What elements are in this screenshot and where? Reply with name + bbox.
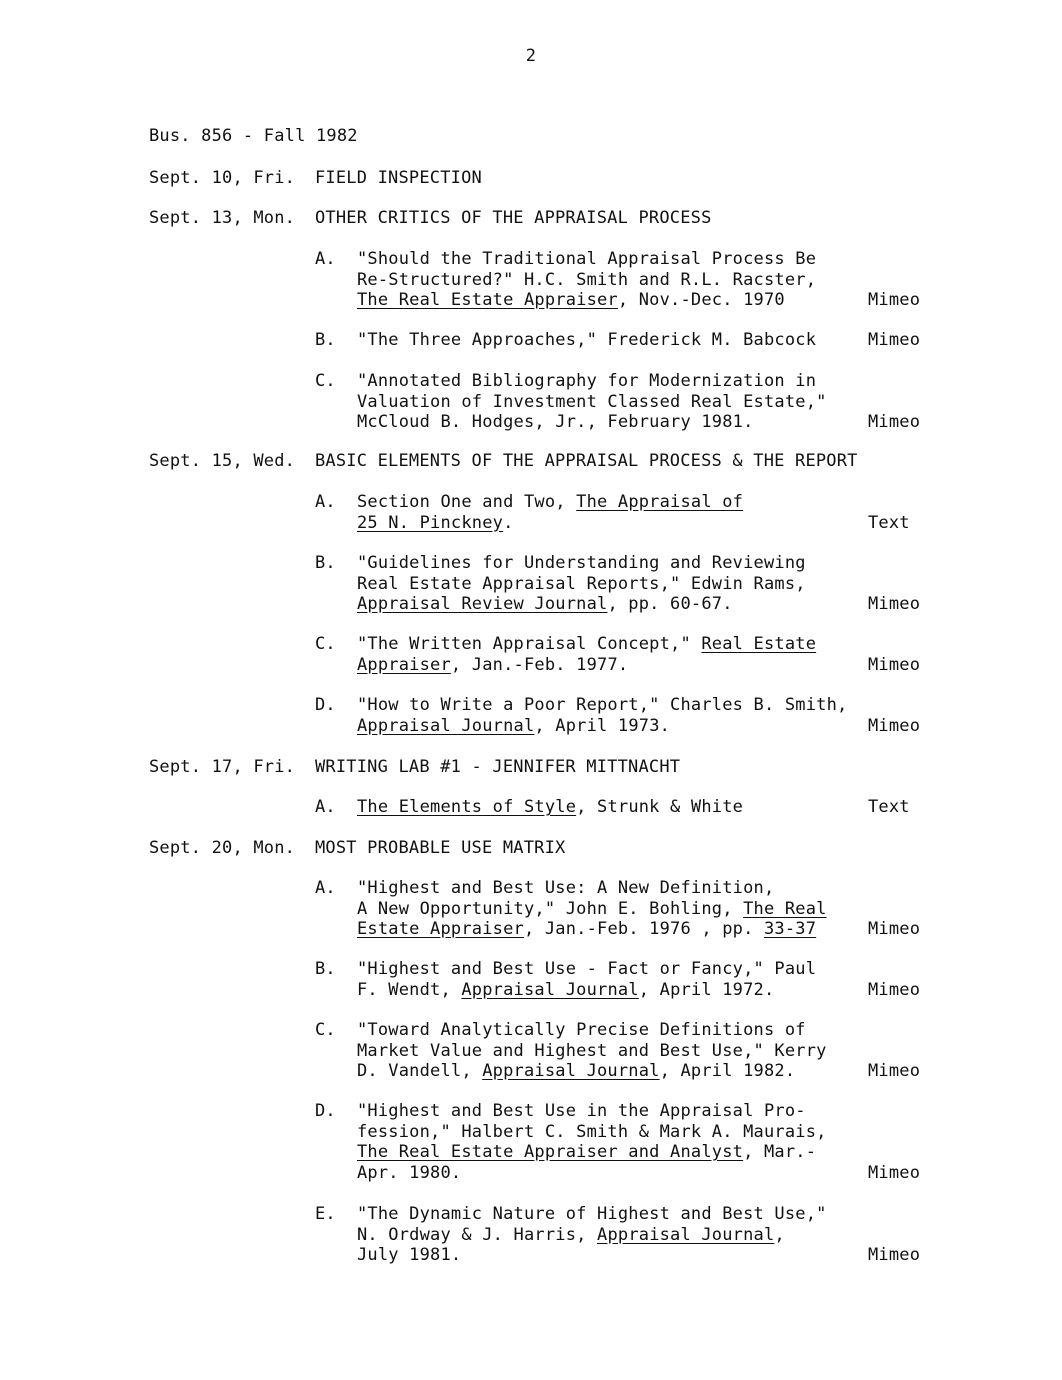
publication-title: Appraiser <box>357 654 451 675</box>
reading-citation <box>357 959 857 1000</box>
citation-text: , Nov.-Dec. 1970 <box>617 290 785 310</box>
citation-line <box>357 1020 857 1041</box>
citation-text: , pp. 60-67. <box>607 594 733 614</box>
reading-letter: D. <box>315 1101 336 1121</box>
citation-text: D. Vandell, <box>357 1061 483 1081</box>
citation-line <box>357 655 857 676</box>
citation-line <box>357 574 857 595</box>
citation-text: , Jan.-Feb. 1976 , pp. <box>523 919 764 939</box>
citation-text: , <box>774 1224 785 1245</box>
citation-line <box>357 249 857 270</box>
publication-title: Real Estate <box>701 634 817 654</box>
reading-format: Mimeo <box>868 654 921 675</box>
publication-title: Estate Appraiser <box>357 919 524 939</box>
reading-letter: B. <box>315 553 336 573</box>
citation-line <box>357 959 857 980</box>
publication-title: 33-37 <box>763 919 817 939</box>
course-title: Bus. 856 - Fall 1982 <box>149 126 358 146</box>
reading-letter: D. <box>315 695 336 715</box>
citation-line <box>357 1061 857 1082</box>
reading-format: Mimeo <box>868 1061 921 1081</box>
reading-format: Mimeo <box>868 290 921 310</box>
citation-line <box>357 270 857 291</box>
citation-line <box>357 330 857 351</box>
session-date: Sept. 10, Fri. <box>149 168 296 188</box>
citation-line <box>357 412 857 433</box>
citation-line <box>357 716 857 737</box>
reading-citation <box>357 492 857 533</box>
publication-title: The Appraisal of <box>576 492 744 512</box>
reading-letter: E. <box>315 1204 336 1224</box>
citation-line <box>357 594 857 615</box>
citation-text: "How to Write a Poor Report," Charles B. Smith, <box>357 695 848 715</box>
reading-letter: B. <box>315 330 336 350</box>
citation-line <box>357 1122 857 1143</box>
citation-line <box>357 634 857 655</box>
citation-line <box>357 878 857 899</box>
citation-text: Section One and Two, <box>357 492 577 512</box>
publication-title: The Elements of Style <box>357 797 577 817</box>
publication-title: Appraisal Journal <box>357 715 535 736</box>
session-topic: WRITING LAB #1 - JENNIFER MITTNACHT <box>315 757 681 777</box>
citation-line <box>357 1163 857 1184</box>
reading-letter: C. <box>315 371 336 391</box>
citation-line <box>357 919 857 940</box>
citation-text: N. Ordway & J. Harris, <box>357 1224 598 1245</box>
citation-text: "Highest and Best Use - Fact or Fancy," Paul <box>357 959 817 979</box>
reading-citation <box>357 1101 857 1183</box>
citation-line <box>357 695 857 716</box>
citation-line <box>357 1245 857 1266</box>
reading-citation <box>357 1020 857 1082</box>
reading-format: Mimeo <box>868 1162 921 1183</box>
citation-text: , April 1973. <box>534 715 671 736</box>
reading-citation <box>357 878 857 940</box>
session-date: Sept. 20, Mon. <box>149 838 296 858</box>
citation-line <box>357 492 857 513</box>
reading-citation <box>357 249 857 311</box>
publication-title: Appraisal Journal <box>597 1224 775 1245</box>
citation-text: fession," Halbert C. Smith & Mark A. Maurais, <box>357 1121 827 1142</box>
citation-text: F. Wendt, <box>357 979 462 1000</box>
citation-line <box>357 1204 857 1225</box>
citation-line <box>357 797 857 818</box>
citation-line <box>357 899 857 920</box>
reading-citation <box>357 695 857 736</box>
citation-text: Real Estate Appraisal Reports," Edwin Rams, <box>357 573 806 594</box>
citation-line <box>357 1101 857 1122</box>
citation-text: Market Value and Highest and Best Use," Kerry <box>357 1040 827 1061</box>
citation-text: "The Three Approaches," Frederick M. Babcock <box>357 330 817 350</box>
citation-text: McCloud B. Hodges, Jr., February 1981. <box>357 412 754 432</box>
citation-line <box>357 290 857 311</box>
reading-letter: B. <box>315 959 336 979</box>
citation-text: "Highest and Best Use in the Appraisal Pro- <box>357 1101 806 1121</box>
session-topic: BASIC ELEMENTS OF THE APPRAISAL PROCESS & THE REPORT <box>315 451 858 471</box>
publication-title: The Real Estate Appraiser <box>357 290 618 310</box>
reading-citation <box>357 553 857 615</box>
session-date: Sept. 15, Wed. <box>149 451 296 471</box>
citation-text: , Mar.- <box>743 1142 817 1162</box>
publication-title: The Real <box>743 898 827 919</box>
reading-format: Mimeo <box>868 1245 921 1265</box>
reading-letter: A. <box>315 797 336 817</box>
citation-line <box>357 513 857 534</box>
reading-citation <box>357 1204 857 1266</box>
reading-format: Mimeo <box>868 412 921 432</box>
citation-text: , Strunk & White <box>576 797 744 817</box>
reading-citation <box>357 330 857 351</box>
citation-line <box>357 1225 857 1246</box>
reading-citation <box>357 797 857 818</box>
citation-text: "Toward Analytically Precise Definitions of <box>357 1020 806 1040</box>
publication-title: Appraisal Journal <box>461 979 639 1000</box>
citation-text: "Should the Traditional Appraisal Process Be <box>357 249 817 269</box>
reading-format: Mimeo <box>868 715 921 736</box>
citation-text: "Guidelines for Understanding and Reviewing <box>357 553 806 573</box>
reading-format: Text <box>868 797 910 817</box>
reading-format: Mimeo <box>868 330 921 350</box>
session-date: Sept. 17, Fri. <box>149 757 296 777</box>
reading-letter: C. <box>315 1020 336 1040</box>
citation-text: A New Opportunity," John E. Bohling, <box>357 898 744 919</box>
citation-text: "Highest and Best Use: A New Definition, <box>357 878 775 898</box>
citation-text: Re-Structured?" H.C. Smith and R.L. Racster, <box>357 269 817 290</box>
reading-citation <box>357 371 857 433</box>
citation-text: "Annotated Bibliography for Modernization in <box>357 371 817 391</box>
reading-format: Text <box>868 512 910 533</box>
citation-text: . <box>503 512 514 533</box>
citation-text: Apr. 1980. <box>357 1162 462 1183</box>
session-topic: MOST PROBABLE USE MATRIX <box>315 838 566 858</box>
citation-line <box>357 553 857 574</box>
session-date: Sept. 13, Mon. <box>149 208 296 228</box>
page-number: 2 <box>525 46 537 66</box>
reading-format: Mimeo <box>868 979 921 1000</box>
publication-title: Appraisal Review Journal <box>357 594 608 614</box>
reading-letter: A. <box>315 492 336 512</box>
reading-format: Mimeo <box>868 919 921 939</box>
citation-line <box>357 980 857 1001</box>
publication-title: The Real Estate Appraiser and Analyst <box>357 1142 744 1162</box>
citation-text: "The Dynamic Nature of Highest and Best Use," <box>357 1204 827 1224</box>
citation-text: "The Written Appraisal Concept," <box>357 634 702 654</box>
publication-title: Appraisal Journal <box>482 1061 660 1081</box>
reading-letter: C. <box>315 634 336 654</box>
citation-line <box>357 392 857 413</box>
session-topic: OTHER CRITICS OF THE APPRAISAL PROCESS <box>315 208 712 228</box>
citation-line <box>357 1142 857 1163</box>
session-topic: FIELD INSPECTION <box>315 168 482 188</box>
publication-title: 25 N. Pinckney <box>357 512 504 533</box>
citation-text: , April 1972. <box>638 979 775 1000</box>
reading-format: Mimeo <box>868 594 921 614</box>
reading-citation <box>357 634 857 675</box>
citation-text: July 1981. <box>357 1245 462 1265</box>
citation-text: Valuation of Investment Classed Real Estate," <box>357 391 827 412</box>
citation-text: , April 1982. <box>659 1061 796 1081</box>
reading-letter: A. <box>315 878 336 898</box>
reading-letter: A. <box>315 249 336 269</box>
citation-line <box>357 371 857 392</box>
citation-text: , Jan.-Feb. 1977. <box>450 654 629 675</box>
citation-line <box>357 1041 857 1062</box>
